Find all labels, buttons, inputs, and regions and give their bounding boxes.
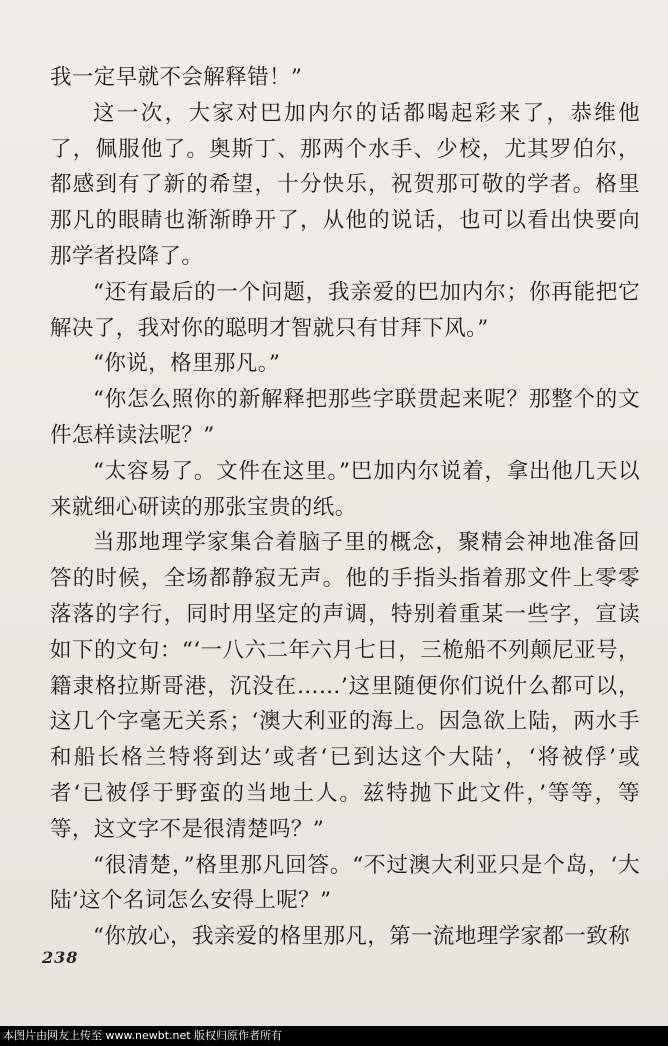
paragraph-6: “太容易了。文件在这里。”巴加内尔说着，拿出他几天以来就细心研读的那张宝贵的纸。 bbox=[50, 458, 640, 520]
paragraph-3: “还有最后的一个问题，我亲爱的巴加内尔；你再能把它解决了，我对你的聪明才智就只有甘拜下风。” bbox=[50, 279, 640, 341]
paragraph-7: 当那地理学家集合着脑子里的概念，聚精会神地准备回答的时候，全场都静寂无声。他的手指头指着那文件上零零落落的字行，同时用坚定的声调，特别着重某一些字，宣读如下的文句：“‘一八六二年六月七日，三桅船不列颠尼亚号，籍隶格拉斯哥港，沉没在……’这里随便你们说什么都可以，这几个字毫无关系；‘澳大利亚的海上。因急欲上陆，两水手和船长格兰特将到达’或者‘已到达这个大陆’，‘将被俘’或者‘已被俘于野蛮的当地土人。兹特抛下此文件，’等等，等等，这文字不是很清楚吗？” bbox=[50, 530, 640, 842]
watermark-footer: 本图片由网友上传至 www.newbt.net 版权归原作者所有 bbox=[0, 1026, 668, 1046]
page-number: 238 bbox=[42, 948, 79, 967]
paragraph-4: “你说，格里那凡。” bbox=[93, 351, 281, 377]
paragraph-9: “你放心，我亲爱的格里那凡，第一流地理学家都一致称 bbox=[93, 924, 630, 950]
body-text bbox=[50, 60, 640, 955]
paragraph-1: 我一定早就不会解释错！” bbox=[50, 65, 303, 90]
paragraph-2: 这一次，大家对巴加内尔的话都喝起彩来了，恭维他了，佩服他了。奥斯丁、那两个水手、少校，尤其罗伯尔，都感到有了新的希望，十分快乐，祝贺那可敬的学者。格里那凡的眼睛也渐渐睁开了，从他的说话，也可以看出快要向那学者投降了。 bbox=[50, 100, 640, 269]
paragraph-8: “很清楚，”格里那凡回答。“不过澳大利亚只是个岛，‘大陆’这个名词怎么安得上呢？” bbox=[50, 852, 640, 914]
paragraph-5: “你怎么照你的新解释把那些字联贯起来呢？那整个的文件怎样读法呢？” bbox=[50, 387, 640, 448]
